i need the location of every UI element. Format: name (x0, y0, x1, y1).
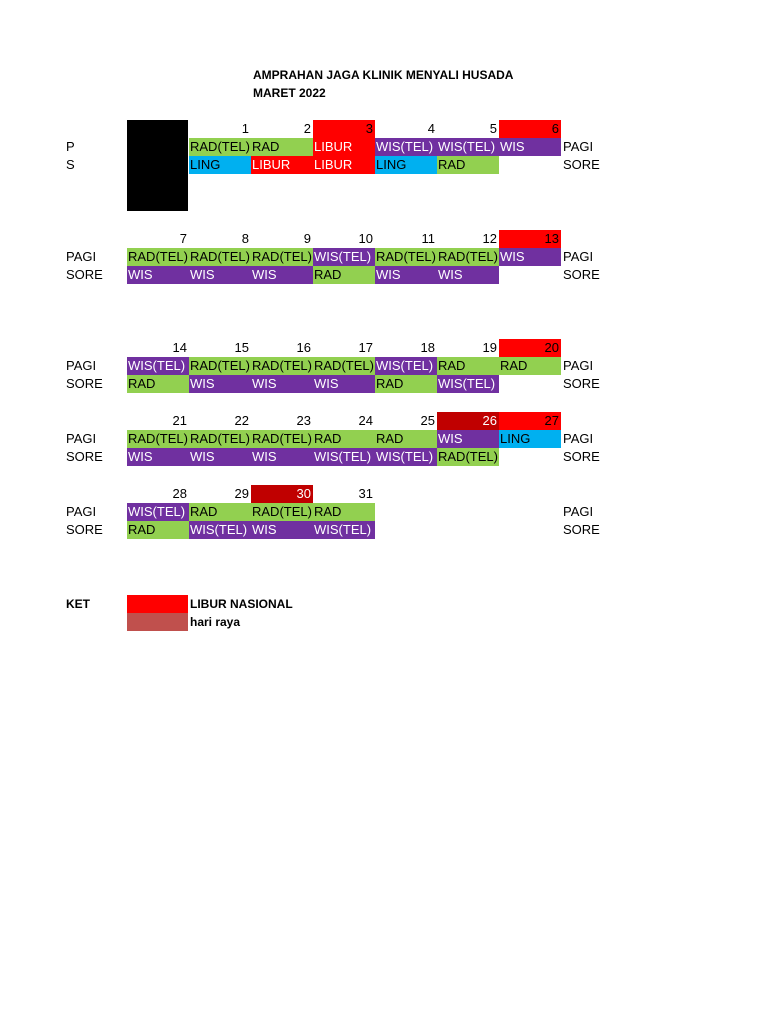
row-label-pagi-right: PAGI (563, 431, 594, 446)
row-label-sore: S (66, 157, 75, 172)
day-number: 6 (499, 120, 561, 138)
shift-pagi: WIS (499, 138, 561, 156)
shift-sore: LIBUR (313, 156, 375, 174)
shift-pagi: WIS(TEL) (313, 248, 375, 266)
black-block (127, 120, 188, 211)
shift-sore: WIS (189, 448, 251, 466)
row-label-sore-right: SORE (563, 376, 600, 391)
page-title: AMPRAHAN JAGA KLINIK MENYALI HUSADA (253, 68, 514, 82)
shift-sore: WIS (251, 521, 313, 539)
shift-sore: WIS (437, 266, 499, 284)
day-number: 27 (499, 412, 561, 430)
day-number: 16 (296, 340, 311, 355)
day-number: 4 (427, 121, 435, 136)
day-number: 14 (172, 340, 187, 355)
shift-pagi: RAD (251, 138, 313, 156)
shift-pagi: WIS (437, 430, 499, 448)
shift-sore: RAD(TEL) (438, 449, 498, 464)
legend-swatch-libur (127, 595, 188, 613)
shift-sore: WIS (189, 266, 251, 284)
row-label-pagi: PAGI (66, 504, 97, 519)
shift-sore: WIS (189, 375, 251, 393)
shift-sore: RAD (313, 266, 375, 284)
row-label-pagi: P (66, 139, 75, 154)
day-number: 2 (303, 121, 311, 136)
shift-sore: WIS (375, 266, 437, 284)
shift-pagi: WIS(TEL) (127, 357, 189, 375)
day-number: 31 (358, 486, 373, 501)
legend-text-libur: LIBUR NASIONAL (190, 597, 293, 611)
legend-swatch-hari-raya (127, 613, 188, 631)
day-number: 26 (437, 412, 499, 430)
shift-pagi: LIBUR (313, 138, 375, 156)
shift-pagi: RAD(TEL) (252, 504, 312, 519)
shift-sore: WIS(TEL) (313, 521, 375, 539)
shift-sore: WIS(TEL) (313, 448, 375, 466)
shift-sore: WIS (251, 448, 313, 466)
day-number: 5 (489, 121, 497, 136)
row-label-pagi-right: PAGI (563, 139, 594, 154)
row-label-sore: SORE (66, 267, 103, 282)
day-number: 18 (420, 340, 435, 355)
shift-pagi: RAD (437, 357, 499, 375)
day-number: 20 (499, 339, 561, 357)
day-number: 10 (358, 231, 373, 246)
shift-pagi: RAD(TEL) (252, 249, 312, 264)
day-number: 3 (313, 120, 375, 138)
shift-pagi: RAD (375, 430, 437, 448)
day-number: 28 (172, 486, 187, 501)
shift-sore: LING (189, 156, 251, 174)
shift-pagi: RAD (313, 430, 375, 448)
shift-pagi: WIS(TEL) (375, 138, 437, 156)
shift-pagi: RAD (313, 503, 375, 521)
shift-sore: RAD (437, 156, 499, 174)
shift-sore: RAD (375, 375, 437, 393)
row-label-sore-right: SORE (563, 449, 600, 464)
day-number: 30 (251, 485, 313, 503)
shift-sore: LIBUR (251, 156, 313, 174)
shift-pagi: RAD(TEL) (252, 358, 312, 373)
day-number: 7 (179, 231, 187, 246)
shift-pagi: RAD(TEL) (190, 249, 250, 264)
shift-pagi: RAD(TEL) (190, 139, 250, 154)
row-label-pagi: PAGI (66, 358, 97, 373)
row-label-sore: SORE (66, 522, 103, 537)
day-number: 24 (358, 413, 373, 428)
day-number: 9 (303, 231, 311, 246)
shift-pagi: WIS(TEL) (127, 503, 189, 521)
shift-sore: WIS (313, 375, 375, 393)
shift-pagi: RAD(TEL) (128, 431, 188, 446)
row-label-sore-right: SORE (563, 522, 600, 537)
day-number: 21 (172, 413, 187, 428)
day-number: 8 (241, 231, 249, 246)
day-number: 15 (234, 340, 249, 355)
day-number: 29 (234, 486, 249, 501)
shift-pagi: WIS(TEL) (375, 357, 437, 375)
row-label-pagi-right: PAGI (563, 504, 594, 519)
day-number: 1 (241, 121, 249, 136)
legend-label: KET (66, 597, 90, 611)
shift-pagi: RAD(TEL) (128, 249, 188, 264)
shift-sore: WIS (251, 266, 313, 284)
shift-pagi: RAD(TEL) (314, 358, 374, 373)
shift-pagi: WIS (499, 248, 561, 266)
row-label-pagi: PAGI (66, 249, 97, 264)
day-number: 17 (358, 340, 373, 355)
day-number: 25 (420, 413, 435, 428)
shift-sore: WIS(TEL) (375, 448, 437, 466)
shift-sore: WIS(TEL) (437, 375, 499, 393)
shift-sore: LING (375, 156, 437, 174)
row-label-pagi: PAGI (66, 431, 97, 446)
shift-pagi: RAD (499, 357, 561, 375)
shift-pagi: WIS(TEL) (437, 138, 499, 156)
page-subtitle: MARET 2022 (253, 86, 326, 100)
day-number: 19 (482, 340, 497, 355)
row-label-pagi-right: PAGI (563, 249, 594, 264)
shift-pagi: RAD(TEL) (252, 431, 312, 446)
day-number: 12 (482, 231, 497, 246)
shift-sore: WIS (127, 266, 189, 284)
shift-pagi: RAD(TEL) (376, 249, 436, 264)
row-label-sore-right: SORE (563, 267, 600, 282)
shift-sore: RAD (127, 375, 189, 393)
shift-pagi: RAD(TEL) (438, 249, 498, 264)
shift-sore: WIS (251, 375, 313, 393)
row-label-sore-right: SORE (563, 157, 600, 172)
day-number: 13 (499, 230, 561, 248)
shift-sore: WIS (127, 448, 189, 466)
row-label-sore: SORE (66, 376, 103, 391)
shift-sore: WIS(TEL) (189, 521, 251, 539)
shift-sore: RAD (127, 521, 189, 539)
shift-pagi: RAD (189, 503, 251, 521)
legend-text-hari-raya: hari raya (190, 615, 241, 629)
shift-pagi: LING (499, 430, 561, 448)
row-label-sore: SORE (66, 449, 103, 464)
day-number: 22 (234, 413, 249, 428)
shift-pagi: RAD(TEL) (190, 358, 250, 373)
day-number: 23 (296, 413, 311, 428)
shift-pagi: RAD(TEL) (190, 431, 250, 446)
row-label-pagi-right: PAGI (563, 358, 594, 373)
day-number: 11 (421, 231, 435, 246)
